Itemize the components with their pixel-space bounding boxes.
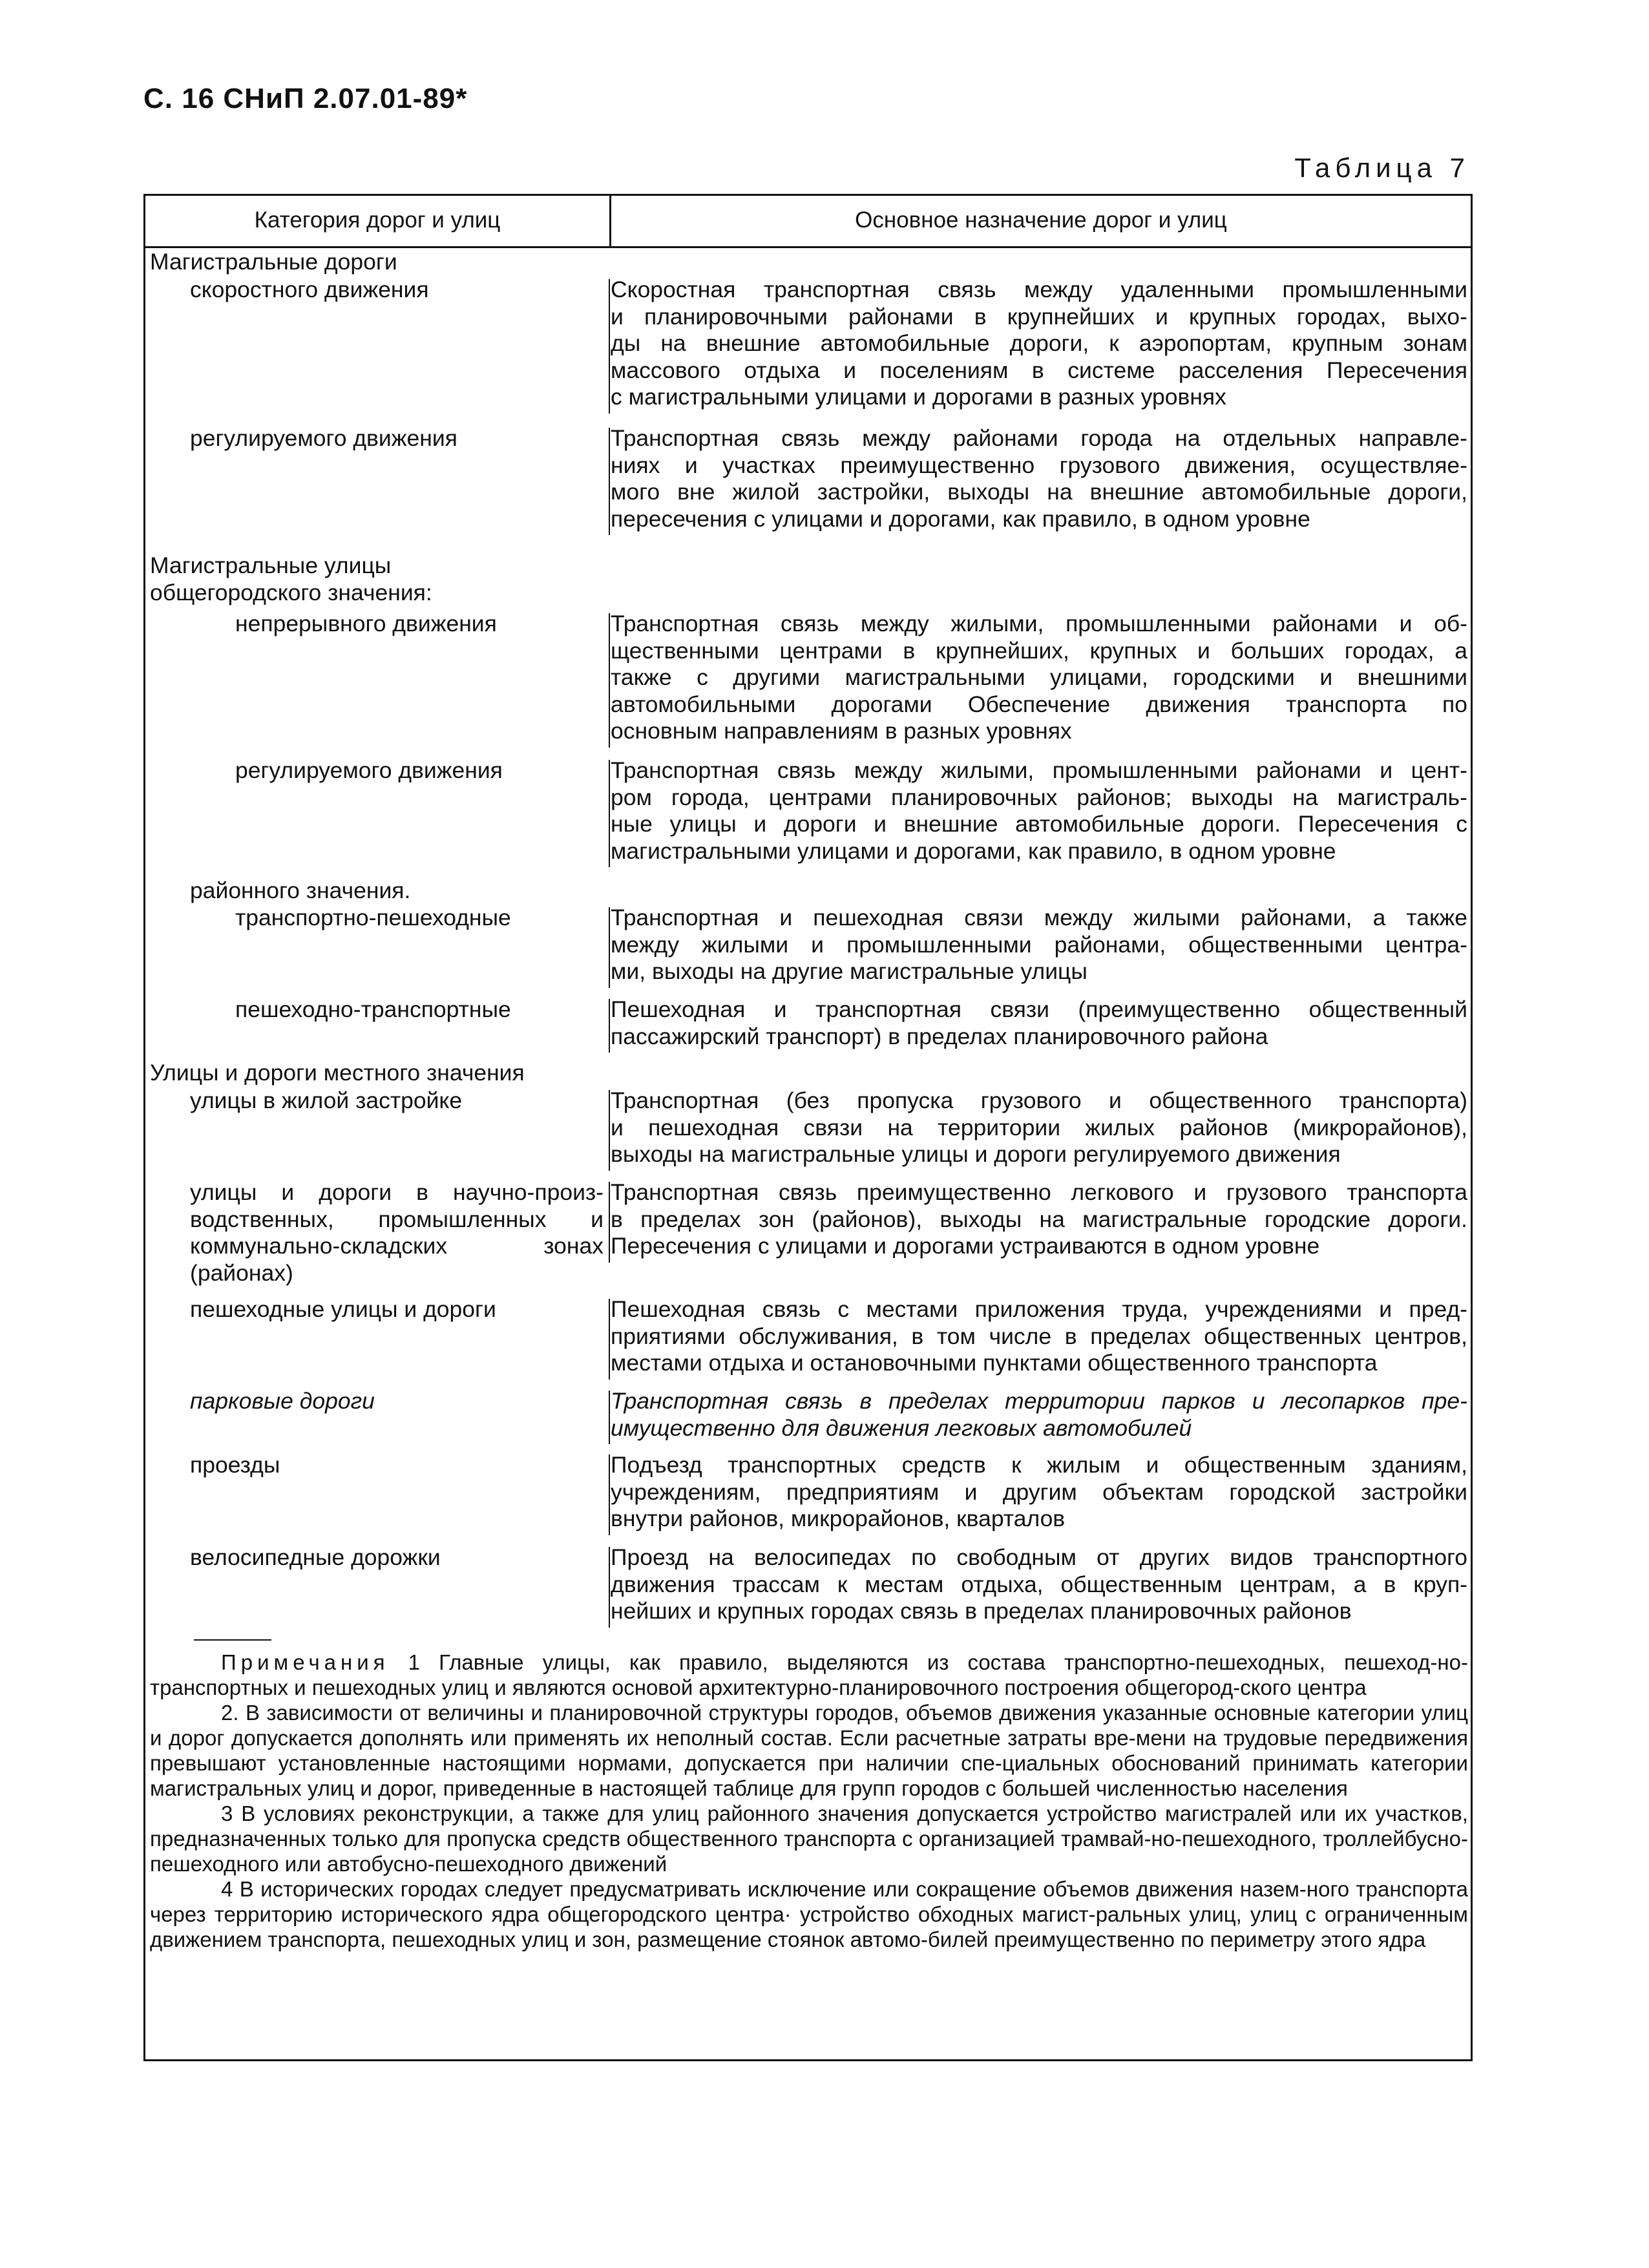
purpose-line: мого вне жилой застройки, выходы на внешние автомобильные дороги,	[611, 479, 1467, 505]
category-line: непрерывного движения	[235, 611, 497, 636]
cell-left-border	[609, 1454, 610, 1535]
footnote-rule	[194, 1639, 271, 1641]
purpose-line: пассажирский транспорт) в пределах планировочного района	[611, 1023, 1268, 1049]
table-notes	[150, 1650, 1468, 1952]
category-cell	[190, 1179, 604, 1286]
purpose-cell	[611, 1544, 1469, 1625]
cell-left-border	[609, 907, 610, 988]
purpose-line: ниях и участках преимущественно грузового движения, осуществляе-	[611, 452, 1467, 478]
category-cell	[190, 877, 410, 905]
cell-left-border	[609, 279, 610, 414]
purpose-line: также с другими магистральными улицами, городскими и внешними	[611, 664, 1467, 690]
purpose-line: ром города, центрами планировочных районов; выходы на магистраль-	[611, 784, 1467, 810]
category-cell	[190, 1388, 375, 1415]
purpose-line: Проезд на велосипедах по свободным от других видов транспортного	[611, 1544, 1467, 1570]
category-line: водственных, промышленных и	[190, 1206, 604, 1232]
category-cell	[235, 757, 503, 784]
column-header-purpose: Основное назначение дорог и улиц	[855, 207, 1227, 233]
category-line: Улицы и дороги местного значения	[150, 1060, 525, 1086]
category-line: Магистральные улицы	[150, 552, 392, 578]
category-line: районного значения.	[190, 877, 411, 903]
category-line: улицы в жилой застройке	[190, 1087, 463, 1113]
purpose-line: выходы на магистральные улицы и дороги регулируемого движения	[611, 1141, 1341, 1167]
purpose-line: Транспортная связь между жилыми, промышленными районами и цент-	[611, 757, 1467, 783]
category-cell	[150, 249, 397, 276]
category-line: пешеходно-транспортные	[235, 996, 511, 1022]
category-cell	[235, 996, 511, 1024]
category-line: скоростного движения	[190, 277, 429, 302]
cell-left-border	[609, 1299, 610, 1380]
category-line: велосипедные дорожки	[190, 1544, 441, 1570]
purpose-line: щественными центрами в крупнейших, крупных и больших городах, а	[611, 637, 1467, 664]
note-2: 2. В зависимости от величины и планировочной структуры городов, объемов движения указанные основные категории улиц и дорог допускается дополнять или применять их неполный состав. Если расчетные затраты вре-мени на трудовые передвижения превышают установленные настоящими нормами, допускается при наличии спе-циальных обоснований принимать категории магистральных улиц и дорог, приведенные в настоящей таблице для групп городов с большей численностью населения	[150, 1701, 1468, 1800]
purpose-line: нейших и крупных городах связь в пределах планировочных районов	[611, 1598, 1352, 1624]
purpose-line: Транспортная (без пропуска грузового и общественного транспорта)	[611, 1087, 1467, 1113]
category-line: проезды	[190, 1452, 280, 1478]
category-cell	[190, 1087, 462, 1115]
column-header-category: Категория дорог и улиц	[254, 207, 501, 233]
purpose-line: ды на внешние автомобильные дороги, к аэропортам, крупным зонам	[611, 330, 1467, 356]
category-line: парковые дороги	[190, 1388, 375, 1414]
purpose-line: автомобильными дорогами Обеспечение движения транспорта по	[611, 691, 1467, 717]
purpose-cell	[611, 996, 1469, 1050]
purpose-line: пересечения с улицами и дорогами, как правило, в одном уровне	[611, 505, 1310, 532]
purpose-line: в пределах зон (районов), выходы на магистральные городские дороги.	[611, 1206, 1467, 1232]
cell-left-border	[609, 428, 610, 535]
table-caption: Таблица 7	[1294, 152, 1470, 183]
table-header-row	[145, 196, 1471, 248]
purpose-line: Транспортная связь преимущественно легкового и грузового транспорта	[611, 1179, 1467, 1205]
category-line: транспортно-пешеходные	[235, 905, 511, 930]
category-cell	[190, 425, 457, 452]
purpose-cell	[611, 757, 1469, 865]
purpose-line: движения трассам к местам отдыха, общественным центрам, а в круп-	[611, 1571, 1467, 1597]
purpose-line: учреждениям, предприятиям и другим объектам городской застройки	[611, 1478, 1467, 1505]
purpose-line: Транспортная связь в пределах территории парков и лесопарков пре-	[611, 1388, 1467, 1414]
purpose-line: и планировочными районами в крупнейших и крупных городах, выхо-	[611, 303, 1467, 330]
category-line: (районах)	[190, 1259, 293, 1286]
purpose-line: и пешеходная связи на территории жилых районов (микрорайонов),	[611, 1114, 1467, 1140]
purpose-line: Скоростная транспортная связь между удаленными промышленными	[611, 277, 1467, 302]
note-4: 4 В исторических городах следует предусматривать исключение или сокращение объемов движения назем-ного транспорта через территорию исторического ядра общегородского центра· устройство обходных магист-ральных улиц, улиц с ограниченным движением транспорта, пешеходных улиц и зон, размещение стоянок автомо-билей преимущественно по периметру этого ядра	[150, 1877, 1468, 1951]
purpose-cell	[611, 1452, 1469, 1533]
purpose-line: ные улицы и дороги и внешние автомобильные дороги. Пересечения с	[611, 811, 1467, 837]
category-cell	[150, 1060, 525, 1087]
category-line: коммунально-складских зонах	[190, 1233, 604, 1259]
category-line: пешеходные улицы и дороги	[190, 1296, 496, 1322]
category-cell	[235, 905, 511, 932]
purpose-line: внутри районов, микрорайонов, кварталов	[611, 1506, 1066, 1531]
purpose-line: с магистральными улицами и дорогами в разных уровнях	[611, 384, 1226, 410]
purpose-cell	[611, 611, 1469, 745]
purpose-line: Транспортная связь между жилыми, промышленными районами и об-	[611, 611, 1467, 636]
category-cell	[190, 1544, 441, 1571]
notes-label: Примечания	[221, 1650, 390, 1674]
cell-left-border	[609, 1391, 610, 1444]
category-cell	[190, 277, 429, 304]
purpose-line: Транспортная и пешеходная связи между жилыми районами, а также	[611, 905, 1467, 930]
category-cell	[190, 1296, 496, 1323]
category-cell	[150, 552, 432, 606]
purpose-line: основным направлениям в разных уровнях	[611, 718, 1072, 744]
cell-left-border	[609, 1182, 610, 1263]
cell-left-border	[609, 760, 610, 867]
purpose-line: между жилыми и промышленными районами, общественными центра-	[611, 931, 1467, 958]
note-1: 1 Главные улицы, как правило, выделяются из состава транспортно-пешеходных, пешеход-но-транспортных и пешеходных улиц и являются основой архитектурно-планировочного построения общегород-ского центра	[150, 1650, 1468, 1699]
category-line: Магистральные дороги	[150, 249, 397, 275]
purpose-line: местами отдыха и остановочными пунктами общественного транспорта	[611, 1350, 1378, 1376]
category-cell	[235, 611, 497, 638]
page-header: С. 16 СНиП 2.07.01-89*	[143, 83, 468, 114]
category-line: регулируемого движения	[235, 757, 503, 783]
cell-left-border	[609, 999, 610, 1053]
category-line: регулируемого движения	[190, 425, 457, 451]
category-line: улицы и дороги в научно-произ-	[190, 1179, 604, 1205]
purpose-line: Транспортная связь между районами города на отдельных направле-	[611, 425, 1467, 451]
purpose-line: Пешеходная связь с местами приложения труда, учреждениями и пред-	[611, 1296, 1467, 1322]
purpose-line: ми, выходы на другие магистральные улицы	[611, 958, 1087, 984]
category-line: общегородского значения:	[150, 579, 432, 605]
purpose-cell	[611, 1388, 1469, 1442]
cell-left-border	[609, 1547, 610, 1628]
category-cell	[190, 1452, 280, 1479]
purpose-line: Пешеходная и транспортная связи (преимущественно общественный	[611, 996, 1467, 1022]
purpose-cell	[611, 425, 1469, 532]
purpose-cell	[611, 1296, 1469, 1377]
purpose-line: Пересечения с улицами и дорогами устраиваются в одном уровне	[611, 1233, 1320, 1259]
purpose-cell	[611, 1087, 1469, 1168]
purpose-line: имущественно для движения легковых автомобилей	[611, 1414, 1192, 1441]
purpose-cell	[611, 277, 1469, 411]
cell-left-border	[609, 613, 610, 748]
purpose-line: Подъезд транспортных средств к жилым и общественным зданиям,	[611, 1452, 1467, 1478]
purpose-cell	[611, 1179, 1469, 1260]
purpose-line: приятиями обслуживания, в том числе в пределах общественных центров,	[611, 1323, 1467, 1349]
purpose-line: магистральными улицами и дорогами, как правило, в одном уровне	[611, 837, 1336, 864]
note-3: 3 В условиях реконструкции, а также для улиц районного значения допускается устройство магистралей или их участков, предназначенных только для пропуска средств общественного транспорта с организацией трамвай-но-пешеходного, троллейбусно-пешеходного или автобусно-пешеходного движений	[150, 1801, 1468, 1876]
cell-left-border	[609, 1090, 610, 1171]
purpose-line: массового отдыха и поселениям в системе расселения Пересечения	[611, 357, 1467, 383]
purpose-cell	[611, 905, 1469, 985]
